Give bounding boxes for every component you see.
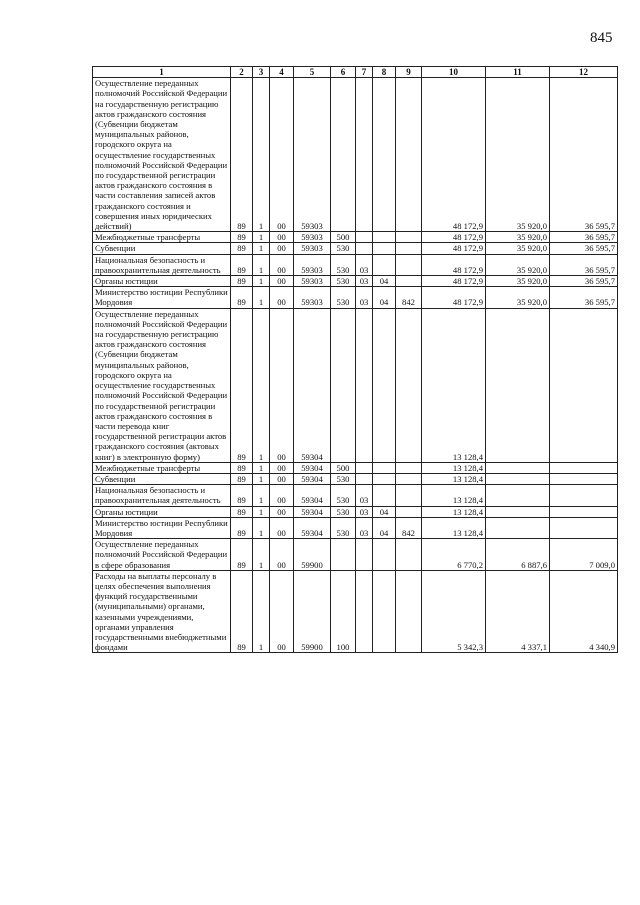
column-header-12: 12: [550, 67, 618, 78]
cell-col-10: 13 128,4: [422, 462, 486, 473]
cell-col-4: 00: [270, 485, 294, 506]
cell-col-2: 89: [231, 276, 253, 287]
cell-col-7: 03: [356, 287, 373, 308]
cell-col-12: [550, 308, 618, 462]
table-row: [93, 506, 618, 517]
cell-col-10: 48 172,9: [422, 287, 486, 308]
cell-col-5: 59304: [294, 473, 331, 484]
cell-col-9: [396, 485, 422, 506]
cell-col-3: 1: [253, 462, 270, 473]
cell-col-4: 00: [270, 462, 294, 473]
cell-col-12: [550, 517, 618, 538]
cell-col-3: 1: [253, 506, 270, 517]
cell-col-11: [486, 308, 550, 462]
row-name: Межбюджетные трансферты: [93, 232, 231, 243]
cell-col-7: [356, 308, 373, 462]
cell-col-8: [373, 462, 396, 473]
cell-col-10: 48 172,9: [422, 232, 486, 243]
cell-col-3: 1: [253, 78, 270, 232]
cell-col-2: 89: [231, 462, 253, 473]
cell-col-11: [486, 506, 550, 517]
row-name: Органы юстиции: [93, 506, 231, 517]
row-name: Национальная безопасность и правоохранительная деятельность: [93, 485, 231, 506]
column-header-7: 7: [356, 67, 373, 78]
cell-col-10: 13 128,4: [422, 308, 486, 462]
cell-col-7: [356, 473, 373, 484]
table-row: [93, 232, 618, 243]
cell-col-10: 13 128,4: [422, 473, 486, 484]
cell-col-5: 59304: [294, 308, 331, 462]
cell-col-11: [486, 485, 550, 506]
cell-col-7: 03: [356, 276, 373, 287]
cell-col-4: 00: [270, 287, 294, 308]
cell-col-6: 100: [331, 570, 356, 653]
cell-col-3: 1: [253, 473, 270, 484]
cell-col-11: 35 920,0: [486, 243, 550, 254]
cell-col-9: [396, 243, 422, 254]
cell-col-10: 48 172,9: [422, 243, 486, 254]
cell-col-5: 59303: [294, 232, 331, 243]
cell-col-12: [550, 506, 618, 517]
column-header-3: 3: [253, 67, 270, 78]
cell-col-4: 00: [270, 517, 294, 538]
cell-col-10: 13 128,4: [422, 517, 486, 538]
cell-col-9: [396, 473, 422, 484]
cell-col-9: 842: [396, 517, 422, 538]
cell-col-7: [356, 243, 373, 254]
cell-col-3: 1: [253, 517, 270, 538]
cell-col-5: 59303: [294, 78, 331, 232]
cell-col-10: 48 172,9: [422, 78, 486, 232]
column-header-2: 2: [231, 67, 253, 78]
cell-col-2: 89: [231, 287, 253, 308]
cell-col-8: 04: [373, 287, 396, 308]
row-name: Осуществление переданных полномочий Российской Федерации в сфере образования: [93, 539, 231, 571]
cell-col-10: 5 342,3: [422, 570, 486, 653]
cell-col-8: [373, 78, 396, 232]
cell-col-6: 530: [331, 287, 356, 308]
cell-col-7: [356, 462, 373, 473]
cell-col-4: 00: [270, 473, 294, 484]
cell-col-3: 1: [253, 308, 270, 462]
table-row: [93, 78, 618, 232]
cell-col-8: 04: [373, 276, 396, 287]
cell-col-6: 530: [331, 517, 356, 538]
cell-col-8: [373, 539, 396, 571]
cell-col-12: [550, 462, 618, 473]
table-row: [93, 473, 618, 484]
column-header-6: 6: [331, 67, 356, 78]
cell-col-8: 04: [373, 517, 396, 538]
cell-col-12: 36 595,7: [550, 232, 618, 243]
cell-col-6: 500: [331, 462, 356, 473]
cell-col-5: 59304: [294, 462, 331, 473]
table-row: [93, 276, 618, 287]
cell-col-9: [396, 232, 422, 243]
cell-col-9: [396, 570, 422, 653]
cell-col-3: 1: [253, 287, 270, 308]
cell-col-2: 89: [231, 485, 253, 506]
cell-col-6: 530: [331, 254, 356, 275]
cell-col-2: 89: [231, 570, 253, 653]
row-name: Субвенции: [93, 473, 231, 484]
cell-col-11: 35 920,0: [486, 287, 550, 308]
cell-col-4: 00: [270, 506, 294, 517]
cell-col-11: 6 887,6: [486, 539, 550, 571]
row-name: Национальная безопасность и правоохранительная деятельность: [93, 254, 231, 275]
table-row: [93, 517, 618, 538]
cell-col-3: 1: [253, 485, 270, 506]
table-body: [93, 78, 618, 653]
cell-col-10: 6 770,2: [422, 539, 486, 571]
cell-col-3: 1: [253, 232, 270, 243]
cell-col-2: 89: [231, 539, 253, 571]
cell-col-12: 4 340,9: [550, 570, 618, 653]
cell-col-9: [396, 78, 422, 232]
column-header-8: 8: [373, 67, 396, 78]
cell-col-10: 13 128,4: [422, 485, 486, 506]
cell-col-9: [396, 462, 422, 473]
cell-col-4: 00: [270, 254, 294, 275]
cell-col-7: 03: [356, 485, 373, 506]
cell-col-11: [486, 462, 550, 473]
cell-col-6: 530: [331, 506, 356, 517]
cell-col-2: 89: [231, 506, 253, 517]
budget-table: [92, 66, 618, 653]
cell-col-7: [356, 570, 373, 653]
row-name: Межбюджетные трансферты: [93, 462, 231, 473]
cell-col-5: 59304: [294, 485, 331, 506]
cell-col-3: 1: [253, 539, 270, 571]
cell-col-12: 7 009,0: [550, 539, 618, 571]
cell-col-2: 89: [231, 254, 253, 275]
cell-col-2: 89: [231, 473, 253, 484]
row-name: Субвенции: [93, 243, 231, 254]
cell-col-8: [373, 308, 396, 462]
page-number: 845: [590, 30, 613, 46]
row-name: Осуществление переданных полномочий Российской Федерации на государственную регистрацию актов гражданского состояния (Субвенции бюджетам муниципальных районов, городского округа на осуществление государственных полномочий Российской Федерации по государственной регистрации актов гражданского состояния в части перевода книг государственной регистрации актов гражданского состояния (актовых книг) в электронную форму): [93, 308, 231, 462]
cell-col-10: 13 128,4: [422, 506, 486, 517]
cell-col-10: 48 172,9: [422, 276, 486, 287]
cell-col-9: 842: [396, 287, 422, 308]
cell-col-9: [396, 506, 422, 517]
cell-col-12: [550, 473, 618, 484]
cell-col-4: 00: [270, 539, 294, 571]
row-name: Расходы на выплаты персоналу в целях обеспечения выполнения функций государственными (муниципальными) органами, казенными учреждениями, органами управления государственными внебюджетными фондами: [93, 570, 231, 653]
cell-col-9: [396, 254, 422, 275]
cell-col-2: 89: [231, 308, 253, 462]
header-row: [93, 67, 618, 78]
cell-col-3: 1: [253, 570, 270, 653]
cell-col-10: 48 172,9: [422, 254, 486, 275]
cell-col-7: 03: [356, 517, 373, 538]
cell-col-11: 4 337,1: [486, 570, 550, 653]
cell-col-11: [486, 517, 550, 538]
cell-col-7: [356, 78, 373, 232]
column-header-9: 9: [396, 67, 422, 78]
cell-col-2: 89: [231, 232, 253, 243]
cell-col-5: 59303: [294, 287, 331, 308]
cell-col-6: 530: [331, 276, 356, 287]
column-header-11: 11: [486, 67, 550, 78]
cell-col-6: 530: [331, 243, 356, 254]
cell-col-8: [373, 473, 396, 484]
cell-col-11: 35 920,0: [486, 78, 550, 232]
cell-col-5: 59304: [294, 506, 331, 517]
cell-col-7: [356, 232, 373, 243]
cell-col-8: [373, 232, 396, 243]
cell-col-8: [373, 243, 396, 254]
cell-col-2: 89: [231, 78, 253, 232]
cell-col-12: 36 595,7: [550, 78, 618, 232]
table-row: [93, 539, 618, 571]
cell-col-7: 03: [356, 254, 373, 275]
table-row: [93, 462, 618, 473]
cell-col-8: [373, 570, 396, 653]
cell-col-4: 00: [270, 232, 294, 243]
table-row: [93, 308, 618, 462]
column-header-10: 10: [422, 67, 486, 78]
cell-col-6: [331, 78, 356, 232]
cell-col-4: 00: [270, 243, 294, 254]
cell-col-4: 00: [270, 308, 294, 462]
cell-col-6: [331, 308, 356, 462]
cell-col-6: [331, 539, 356, 571]
cell-col-11: 35 920,0: [486, 232, 550, 243]
cell-col-12: 36 595,7: [550, 254, 618, 275]
cell-col-11: 35 920,0: [486, 276, 550, 287]
cell-col-6: 530: [331, 473, 356, 484]
cell-col-3: 1: [253, 276, 270, 287]
column-header-4: 4: [270, 67, 294, 78]
cell-col-8: [373, 254, 396, 275]
cell-col-9: [396, 539, 422, 571]
cell-col-7: [356, 539, 373, 571]
table-row: [93, 287, 618, 308]
column-header-5: 5: [294, 67, 331, 78]
cell-col-12: 36 595,7: [550, 243, 618, 254]
cell-col-5: 59304: [294, 517, 331, 538]
cell-col-6: 530: [331, 485, 356, 506]
cell-col-7: 03: [356, 506, 373, 517]
cell-col-3: 1: [253, 254, 270, 275]
column-header-1: 1: [93, 67, 231, 78]
row-name: Осуществление переданных полномочий Российской Федерации на государственную регистрацию актов гражданского состояния (Субвенции бюджетам муниципальных районов, городского округа на осуществление государственных полномочий Российской Федерации по государственной регистрации актов гражданского состояния в части составления записей актов гражданского состояния и совершения иных юридических действий): [93, 78, 231, 232]
cell-col-4: 00: [270, 78, 294, 232]
table-row: [93, 243, 618, 254]
cell-col-8: [373, 485, 396, 506]
cell-col-2: 89: [231, 243, 253, 254]
cell-col-12: 36 595,7: [550, 276, 618, 287]
cell-col-12: [550, 485, 618, 506]
table-row: [93, 485, 618, 506]
cell-col-8: 04: [373, 506, 396, 517]
row-name: Министерство юстиции Республики Мордовия: [93, 517, 231, 538]
cell-col-11: 35 920,0: [486, 254, 550, 275]
cell-col-5: 59900: [294, 539, 331, 571]
cell-col-9: [396, 308, 422, 462]
cell-col-5: 59900: [294, 570, 331, 653]
row-name: Министерство юстиции Республики Мордовия: [93, 287, 231, 308]
table-row: [93, 254, 618, 275]
cell-col-5: 59303: [294, 276, 331, 287]
row-name: Органы юстиции: [93, 276, 231, 287]
cell-col-9: [396, 276, 422, 287]
cell-col-3: 1: [253, 243, 270, 254]
cell-col-6: 500: [331, 232, 356, 243]
cell-col-5: 59303: [294, 243, 331, 254]
cell-col-4: 00: [270, 276, 294, 287]
cell-col-2: 89: [231, 517, 253, 538]
cell-col-11: [486, 473, 550, 484]
table-row: [93, 570, 618, 653]
cell-col-5: 59303: [294, 254, 331, 275]
cell-col-4: 00: [270, 570, 294, 653]
cell-col-12: 36 595,7: [550, 287, 618, 308]
